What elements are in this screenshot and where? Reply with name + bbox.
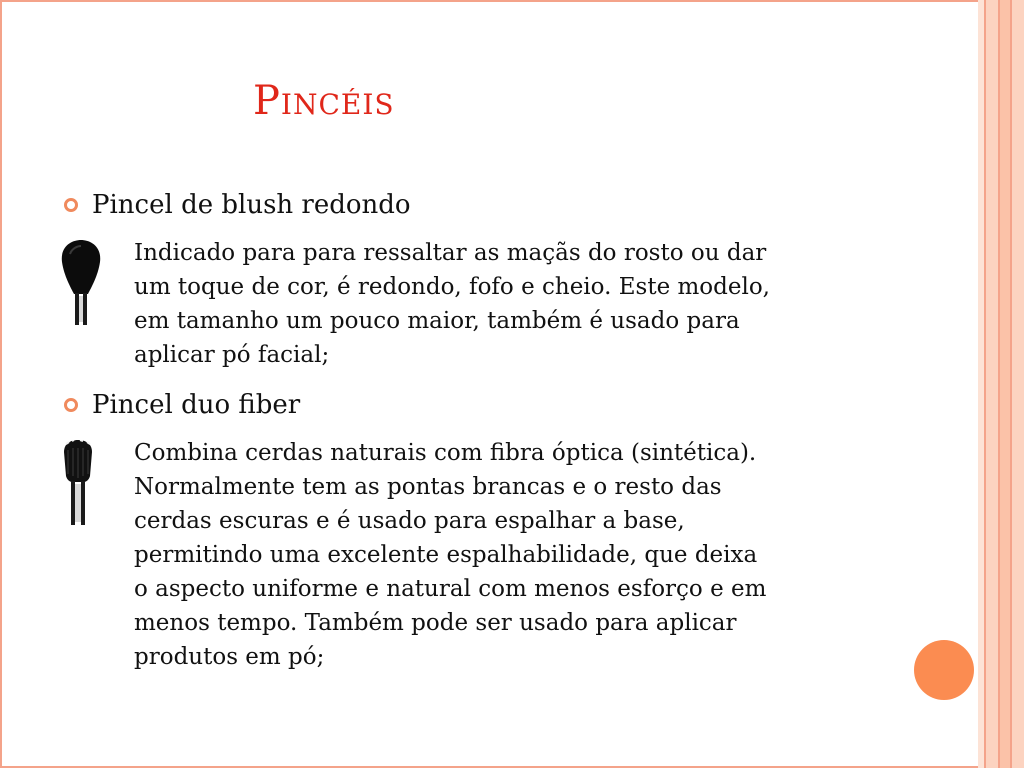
bullet-circle-icon	[64, 398, 78, 412]
description-line: menos tempo. Também pode ser usado para aplicar	[134, 610, 737, 636]
description-line: produtos em pó;	[134, 644, 325, 670]
description-line: cerdas escuras e é usado para espalhar a base,	[134, 508, 685, 534]
bullet-heading: Pincel duo fiber	[92, 390, 301, 420]
slide-title: Pincéis	[253, 78, 395, 124]
description-line: o aspecto uniforme e natural com menos esforço e em	[134, 576, 767, 602]
duo-fiber-brush-icon	[60, 440, 96, 532]
bullet-circle-icon	[64, 198, 78, 212]
decorative-stripes	[978, 0, 1024, 768]
frame-top-border	[0, 0, 1024, 2]
blush-brush-icon	[58, 240, 104, 332]
duo-fiber-description	[134, 436, 894, 674]
description-line: permitindo uma excelente espalhabilidade, que deixa	[134, 542, 758, 568]
description-line: um toque de cor, é redondo, fofo e cheio. Este modelo,	[134, 274, 770, 300]
description-line: Combina cerdas naturais com fibra óptica (sintética).	[134, 440, 757, 466]
decorative-accent-circle	[914, 640, 974, 700]
description-line: Indicado para para ressaltar as maçãs do rosto ou dar	[134, 240, 767, 266]
description-line: aplicar pó facial;	[134, 342, 330, 368]
description-line: em tamanho um pouco maior, também é usado para	[134, 308, 740, 334]
bullet-heading: Pincel de blush redondo	[92, 190, 411, 220]
frame-left-border	[0, 0, 2, 768]
bullet-item-blush	[64, 190, 411, 220]
blush-description	[134, 236, 894, 372]
bullet-item-duo-fiber	[64, 390, 300, 420]
description-line: Normalmente tem as pontas brancas e o resto das	[134, 474, 722, 500]
